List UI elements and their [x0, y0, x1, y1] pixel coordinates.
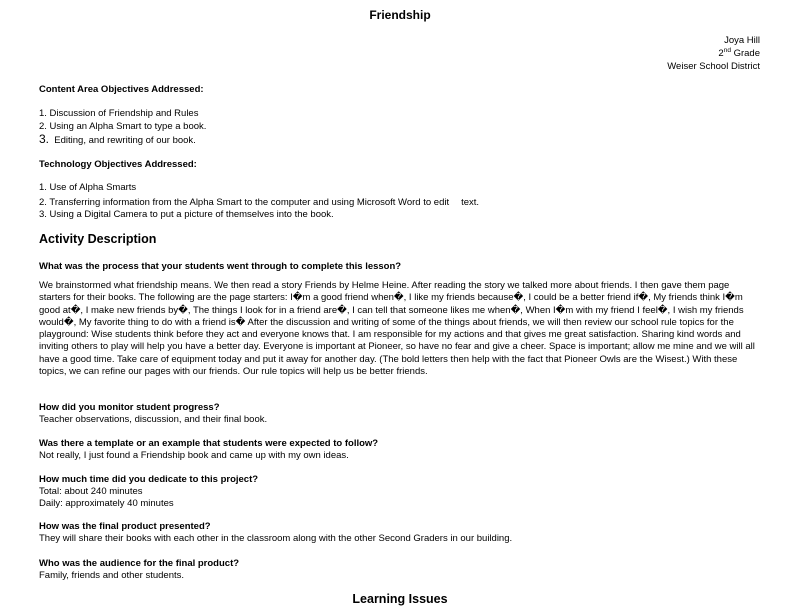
- content-objectives-heading: Content Area Objectives Addressed:: [39, 84, 204, 95]
- activity-description-heading: Activity Description: [39, 232, 157, 246]
- qa-answer: Family, friends and other students.: [39, 570, 185, 582]
- author-name: Joya Hill: [724, 35, 760, 46]
- qa-question: How was the final product presented?: [39, 521, 211, 532]
- grade-suffix: nd: [723, 46, 731, 54]
- list-item-number: 3.: [39, 132, 50, 146]
- list-item: 2. Using an Alpha Smart to type a book.: [39, 120, 207, 132]
- document-title: Friendship: [369, 8, 431, 22]
- qa-question: How much time did you dedicate to this project?: [39, 474, 259, 485]
- qa-monitor: [39, 402, 267, 426]
- grade-number: 2: [718, 48, 724, 59]
- list-item: 1. Use of Alpha Smarts: [39, 182, 137, 193]
- qa-answer: Total: about 240 minutes: [39, 486, 143, 498]
- list-item-text: 2. Transferring information from the Alpha Smart to the computer and using Microsoft Word to edit: [39, 196, 450, 208]
- list-item-continuation: text.: [461, 196, 480, 208]
- author-block: [667, 34, 760, 73]
- qa-question: Who was the audience for the final product?: [39, 558, 240, 569]
- list-item-text: Editing, and rewriting of our book.: [54, 135, 196, 146]
- qa-question: Was there a template or an example that students were expected to follow?: [39, 438, 379, 449]
- technology-objectives-list: [39, 182, 479, 222]
- learning-issues-heading: Learning Issues: [352, 592, 448, 606]
- grade-word: Grade: [733, 48, 760, 59]
- list-item: [39, 133, 206, 148]
- qa-answer: Teacher observations, discussion, and their final book.: [39, 414, 268, 426]
- qa-answer: They will share their books with each other in the classroom along with the other Second Graders in our building.: [39, 533, 513, 545]
- qa-audience: [39, 558, 239, 582]
- qa-answer: Daily: approximately 40 minutes: [39, 498, 174, 510]
- process-answer: We brainstormed what friendship means. We then read a story Friends by Helme Heine. After reading the story we talked more about friends. I then gave them page starters for their books. The following are the page starters: I�m a good friend when�, I like my friends because�, I could be a better friend if�, My friends think I�m good at�, I make new friends by�, The things I look for in a friend are�, I can tell that someone likes me when�, When I�m with my friend I feel�, I wish my friends would�, My favorite thing to do with a friend is� After the discussion and writing of some of the things about friends, we will then review our school rule topics for the playground: Wise students think before they act and everyone knows that. I am responsible for my actions and that gives me great satisfaction. Sharing kind words and inviting others to play will help you have a better day. Everyone is important at Pioneer, so have no fear and give a cheer. Space is important; allow me mine and we will all have a good time. Take care of equipment today and put it away for another day. (The bold letters then help with the fact that Pioneer Owls are the Wisest.) With these topics, we can refine our pages with our friends. Our rule topics will help us be better friends.: [39, 280, 755, 378]
- qa-question: How did you monitor student progress?: [39, 402, 220, 413]
- qa-presentation: [39, 521, 512, 545]
- list-item: 3. Using a Digital Camera to put a picture of themselves into the book.: [39, 209, 334, 220]
- list-item: [39, 197, 479, 210]
- qa-answer: Not really, I just found a Friendship book and came up with my own ideas.: [39, 450, 349, 462]
- qa-template: [39, 438, 378, 462]
- content-objectives-list: [39, 108, 206, 148]
- process-question: What was the process that your students went through to complete this lesson?: [39, 261, 402, 272]
- qa-time: [39, 474, 258, 511]
- author-grade: [667, 47, 760, 60]
- technology-objectives-heading: Technology Objectives Addressed:: [39, 159, 197, 170]
- author-school: Weiser School District: [667, 61, 760, 72]
- list-item: 1. Discussion of Friendship and Rules: [39, 108, 199, 119]
